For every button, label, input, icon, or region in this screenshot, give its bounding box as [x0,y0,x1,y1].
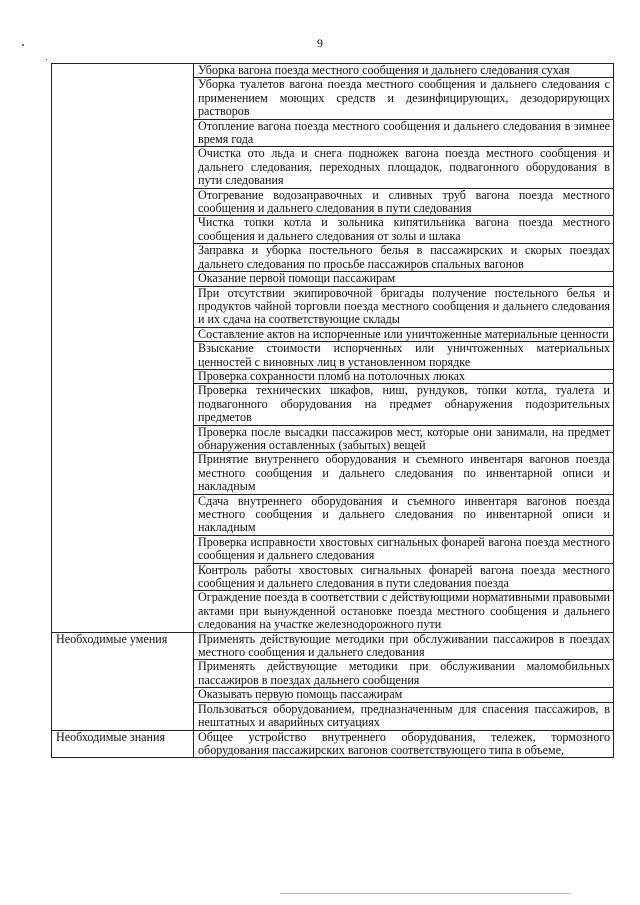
item-cell: Применять действующие методики при обслуживании пассажиров в поездах местного сообщения и дальнего следования [194,632,614,660]
item-cell: Чистка топки котла и зольника кипятильника вагона поезда местного сообщения и дальнего следования от золы и шлака [194,216,614,244]
item-cell: Контроль работы хвостовых сигнальных фонарей вагона поезда местного сообщения и дальнего следования в пути следования поезда [194,563,614,591]
item-cell: Проверка после высадки пассажиров мест, которые они занимали, на предмет обнаружения оставленных (забытых) вещей [194,425,614,453]
table-row [52,730,614,758]
bottom-rule [280,893,570,894]
item-cell: Заправка и уборка постельного белья в пассажирских и скорых поездах дальнего следования по просьбе пассажиров спальных вагонов [194,244,614,272]
category-cell: Необходимые умения [52,632,194,730]
item-cell: Уборка вагона поезда местного сообщения и дальнего следования сухая [194,64,614,78]
item-cell: Оказывать первую помощь пассажирам [194,688,614,702]
item-cell: Отогревание водозаправочных и сливных труб вагона поезда местного сообщения и дальнего следования в пути следования [194,188,614,216]
item-cell: Оказание первой помощи пассажирам [194,272,614,286]
table-row [52,64,614,78]
item-cell: Проверка сохранности пломб на потолочных люках [194,369,614,383]
item-cell: Применять действующие методики при обслуживании маломобильных пассажиров в поездах дальнего сообщения [194,660,614,688]
item-cell: Пользоваться оборудованием, предназначенным для спасения пассажиров, в нештатных и аварийных ситуациях [194,702,614,730]
table-row [52,632,614,660]
item-cell: Общее устройство внутреннего оборудования, тележек, тормозного оборудования пассажирских вагонов соответствующего типа в объеме, [194,730,614,758]
item-cell: Уборка туалетов вагона поезда местного сообщения и дальнего следования с применением моющих средств и дезинфицирующих, дезодорирующих растворов [194,78,614,119]
item-cell: Принятие внутреннего оборудования и съемного инвентаря вагонов поезда местного сообщения и дальнего следования по инвентарной описи и накладным [194,453,614,494]
item-cell: Составление актов на испорченные или уничтоженные материальные ценности [194,327,614,341]
scan-speck [22,44,24,46]
item-cell: При отсутствии экипировочной бригады получение постельного белья и продуктов чайной торговли поезда местного сообщения и дальнего следования и их сдача на соответствующие склады [194,286,614,327]
scan-speck [46,59,47,60]
requirements-table [51,63,614,758]
item-cell: Ограждение поезда в соответствии с действующими нормативными правовыми актами при вынужденной остановке поезда местного сообщения и дальнего следования на участке железнодорожного пути [194,591,614,632]
item-cell: Отопление вагона поезда местного сообщения и дальнего следования в зимнее время года [194,119,614,147]
item-cell: Очистка ото льда и снега подножек вагона поезда местного сообщения и дальнего следования, переходных площадок, подвагонного оборудования в пути следования [194,147,614,188]
item-cell: Проверка технических шкафов, ниш, рундуков, топки котла, туалета и подвагонного оборудования на предмет обнаружения подозрительных предметов [194,384,614,425]
item-cell: Взыскание стоимости испорченных или уничтоженных материальных ценностей с виновных лиц в установленном порядке [194,342,614,370]
page-number: 9 [317,36,323,50]
item-cell: Проверка исправности хвостовых сигнальных фонарей вагона поезда местного сообщения и дальнего следования [194,535,614,563]
item-cell: Сдача внутреннего оборудования и съемного инвентаря вагонов поезда местного сообщения и дальнего следования по инвентарной описи и накладным [194,494,614,535]
category-cell: Необходимые знания [52,730,194,758]
category-cell [52,64,194,633]
